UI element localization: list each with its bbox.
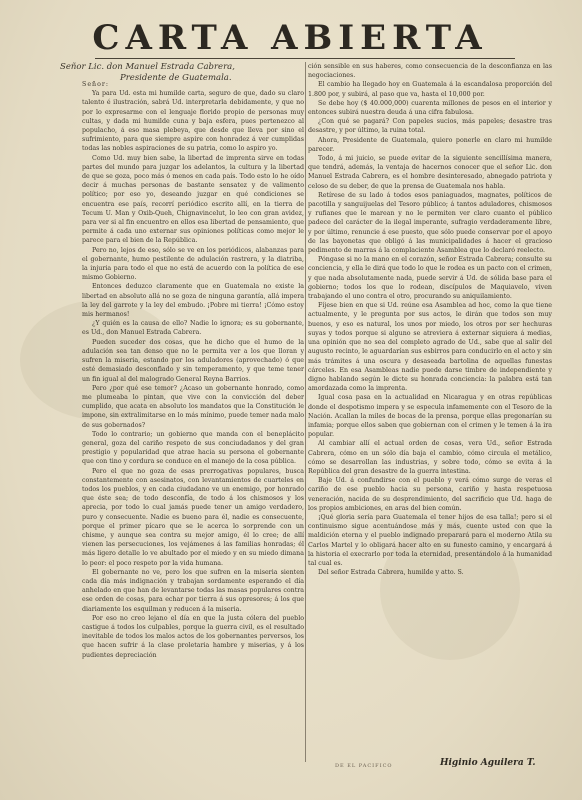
paragraph: ¿Con qué se pagará? Con papeles sucios, más papeles; desastre tras desastre, y por último, la ruina total. — [308, 118, 552, 135]
closing-line: Del señor Estrada Cabrera, humilde y atto. S. — [318, 569, 464, 577]
addressee-line-1: Señor Lic. don Manuel Estrada Cabrera, — [60, 62, 235, 72]
paragraph: Pero ¿por qué ese temor? ¿Acaso un gobernante honrado, como me plumeaba lo pintan, que vive con la convicción del deber cumplido, que acata en absoluto los mandatos que la Constitución le impone, sin extralimitarse en lo más mínimo, puede temer nada malo de sus gobernados? — [82, 384, 304, 429]
paragraph: El gobernante no ve, pero los que sufren en la miseria sienten cada día más indignación y trabajan sordamente esperando el día anhelado en que han de levantarse todas las masas populares contra ese orden de cosas, para echar por tierra á sus opresores; á los que diariamente los esquilman y reducen á la miseria. — [82, 568, 304, 613]
salutation: Señor: — [82, 81, 110, 88]
title-rule — [95, 58, 515, 59]
paragraph: Fíjese bien en que si Ud. reúne esa Asamblea ad hoc, como la que tiene actualmente, y le pregunta por sus actos, le dirán que todos son muy buenos, y eso es natural, los unos por miedo, los otros por ser hechuras suyas y todos porque si alguno se atreviera á externar siquiera á medias, una opinión que no sea del completo agrado de Ud., sabe que al salir del augusto recinto, le aguardarían sus esbirros para conducirlo en el acto y sin más trámites á una oscura y desaseada bartolina de aquellas funestas cárceles. En esa Asambleas nadie puede darse timbre de independiente y digno hablando según le dicte su honrada conciencia: la palabra está tan amordazada como la imprenta. — [308, 302, 552, 393]
paragraph: Entonces deduzco claramente que en Guatemala no existe la libertad en absoluto allá no se goza de ninguna garantía, allá impera la ley del garrote y la ley del embudo. ¡Pobre mi tierra! ¡Cómo estoy mis hermanos! — [82, 283, 304, 319]
document-title: CARTA ABIERTA — [92, 18, 488, 58]
paragraph: Ya para Ud. esta mi humilde carta, seguro de que, dado su claro talento é ilustración, sabrá Ud. interpretarla debidamente, y que no por lo expresarme con el lenguaje florido propio de personas muy cultas, y dada mi humilde cuna y baja esfera, pues pertenezco al populacho, á eso masa plebeya, que desde que lleva por sino el sufrimiento, para que siempre aspire con honradez á ver cumplidas todas las nobles aspiraciones de su patria, como lo aspiro yo. — [82, 90, 304, 153]
printer-imprint: DE EL PACIFICO — [335, 763, 393, 769]
paragraph: Póngase si no la mano en el corazón, señor Estrada Cabrera; consulte su conciencia, y ella le dirá que todo lo que le rodea es un pacto con el crimen, y que nada absolutamente nada, puede servir á Ud. de sólida base para el gobierno; todos los que lo rodean, discípulos de Maquiavelo, viven trabajando el uno contra el otro, procurando su aniquilamiento. — [308, 256, 552, 301]
paragraph: ción sensible en sus haberes, como consecuencia de la desconfianza en las negociaciones. — [308, 63, 552, 80]
paragraph: Se debe hoy ($ 40.000,000) cuarenta millones de pesos en el interior y entonces subirá nuestra deuda á una cifra fabulosa. — [308, 99, 552, 117]
paragraph: ¿Y quién es la causa de ello? Nadie lo ignora; es su gobernante, es Ud., don Manuel Estrada Cabrera. — [82, 320, 304, 337]
signature: Higinio Aguilera T. — [440, 758, 536, 768]
left-column — [82, 80, 304, 770]
paragraph: Retírese de su lado á todos esos paniaguados, magnates, políticos de pacotilla y sanguijuelas del Tesoro público; á tantos aduladores, chismosos y rufianes que le marean y no le permiten ver claro cuanto el público padece del carácter de la ilegal imperante, sufragio verdaderamente libre, y por último, renuncie á ese puesto, que sólo puede conservar por el apoyo de las bayonetas que obligó á las municipalidades á hacer el gracioso pedimento de marras á la complaciente Asamblea que lo declaró reelecto. — [308, 191, 552, 255]
paragraph: Todo, á mi juicio, se puede evitar de la siguiente sencillísima manera, que tendrá, además, la ventaja de hacernos conocer que el señor Lic. don Manuel Estrada Cabrera, es el hombre desinteresado, abnegado patriota y celoso de su deber, de que la prensa de Guatemala nos habla. — [308, 155, 552, 190]
paragraph: Pero no, lejos de eso, sólo se ve en los periódicos, alabanzas para el gobernante, humo pestilente de adulación rastrera, y la diatriba, la injuria para todo el que no está de acuerdo con la política de ese mismo Gobierno. — [82, 246, 304, 282]
paragraph: Como Ud. muy bien sabe, la libertad de imprenta sirve en todas partes del mundo para juzgar los adelantos, la cultura y la libertad de que se goza, poco más ó menos en cada país. Todo esto lo he oído decir á muchas personas de bastante sensatez y de valimento político; por eso yo, deseando juzgar en qué condiciones se encuentra ese país, recorrí periódico escrito allí, en la tierra de Tecum U. Man y Oxib-Queh, Chignavincelut, lo leo con gran avidez, para ver si al fin encuentro en ellos esa libertad de pensamiento, que permite á cada uno externar sus opiniones políticas como mejor le parece para el bien de la República. — [82, 154, 304, 245]
paragraph: ¡Qué gloria sería para Guatemala el tener hijos de esa talla!; pero si el continuismo sigue acentuándose más y más, cuente usted con que la maldición eterna y el pueblo indignado preparará para el moderno Atila su Carlos Martel y lo obligará hacer alto en su funesto camino, y encargará á la historia el execrarlo por toda la eternidad, presentándolo á la humanidad tal cual es. — [308, 513, 552, 567]
column-divider — [305, 62, 306, 762]
paragraph: Ahora, Presidente de Guatemala, quiero ponerle en claro mi humilde parecer. — [308, 136, 552, 153]
paragraph: Igual cosa pasa en la actualidad en Nicaragua y en otras repúblicas donde el despotismo impera y se especula infamemente con el Tesoro de la Nación. Acallan la miles de bocas de la prensa, porque ellas pregonarían su infamia; porque ellos saben que gobiernan con el crimen y le temen á la ira popular. — [308, 394, 552, 439]
paragraph: Todo lo contrario; un gobierno que manda con el beneplácito general, goza del cariño respeto de sus conciudadanos y del gran prestigio y popularidad que atrae hacia su persona el gobernante que con tino y cordura se conduce en el manejo de la cosa pública. — [82, 430, 304, 466]
right-column — [308, 62, 552, 752]
paragraph: Al cambiar allí el actual orden de cosas, vera Ud., señor Estrada Cabrera, cómo en un sólo día baja el cambio, cómo circula el metálico, cómo se desarrollan las industrias, y sobre todo, cómo se evita á la República del gran desastre de la guerra intestina. — [308, 440, 552, 475]
paragraph: Baje Ud. á confundirse con el pueblo y verá cómo surge de veras el cariño de ese pueblo hacia su persona, cariño y hasta respetuosa veneración, nacida de su desprendimiento, del sacrificio que Ud. haga de los propios ambiciones, en aras del bien común. — [308, 477, 552, 512]
addressee-line-2: Presidente de Guatemala. — [120, 73, 232, 83]
paragraph: Pueden suceder dos cosas, que he dicho que el humo de la adulación sea tan denso que no le permita ver a los que lloran y sufren la miseria, estando por los aduladores (aprovechado) ó que esté demasiado desconfiado y sin temperamento, y que teme tener un fin igual al del malogrado General Reyna Barrios. — [82, 338, 304, 383]
paragraph: El cambio ha llegado hoy en Guatemala á la escandalosa proporción del 1.800 por, y subirá, al paso que va, hasta el 10,000 por. — [308, 81, 552, 98]
paragraph: Por eso no creo lejano el día en que la justa cólera del pueblo castigue á todos los culpables, porque la guerra civil, es el resultado inevitable de todos los malos actos de los gobernantes perversos, los que hacen sufrir á la clase proletaria hambre y miserias, y á los pudientes depreciación — [82, 614, 304, 659]
paragraph: Pero el que no goza de esas prerrogativas populares, busca constantemente con asesinatos, con levantamientos de cuarteles en todos los pueblos, y en cada ciudadano ve un enemigo, por honrado que éste sea; de todo desconfía, de todo á los chismosos y los aprecia, por todo lo cual jamás puede tener un amigo verdadero, puro y consecuente. Nadie es bueno para él, nadie es consecuente, porque el primer pícaro que se le acerca lo sorprende con un chisme, y aunque sea contra su mejor amigo, él lo cree; de allí vienen las persecuciones, los vejámenes á las familias honradas; él más ligero detalle lo ve abultado por el miedo y en su miedo dimana lo peor: el poco respeto por la vida humana. — [82, 467, 304, 567]
